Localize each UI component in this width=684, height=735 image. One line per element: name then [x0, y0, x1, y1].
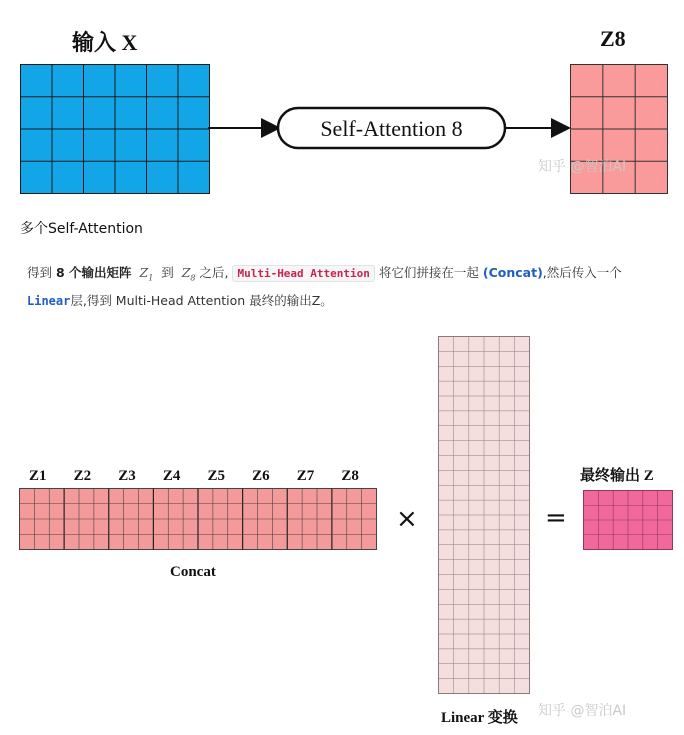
description-paragraph — [27, 262, 667, 312]
linear-keyword: Linear — [27, 293, 71, 308]
z-label: Z8 — [341, 468, 359, 484]
para-then: ,然后传入一个 — [542, 265, 622, 280]
z1-symbol: $Z_1$ — [139, 265, 154, 283]
para-prefix: 得到 — [27, 265, 53, 280]
z-label: Z6 — [252, 468, 270, 484]
equals-symbol: = — [545, 503, 567, 533]
watermark-top: 知乎 @智泊AI — [538, 159, 627, 175]
input-x-label: 输入 X — [72, 30, 138, 55]
linear-label: Linear 变换 — [441, 710, 518, 726]
watermark-bottom: 知乎 @智泊AI — [538, 703, 627, 719]
para-after: 之后, — [199, 265, 229, 280]
z8-label: Z8 — [600, 26, 626, 51]
multiply-symbol: × — [396, 504, 418, 534]
concat-label: Concat — [170, 564, 216, 580]
concat-matrix — [19, 488, 377, 550]
caption-multi-self-attention: 多个Self-Attention — [20, 221, 143, 237]
para-rest: 层,得到 Multi-Head Attention 最终的输出Z。 — [70, 292, 333, 308]
z-label: Z2 — [73, 468, 92, 484]
z-label: Z7 — [296, 468, 315, 484]
para-concat-text: 将它们拼接在一起 — [378, 265, 479, 280]
para-to: 到 — [161, 265, 174, 280]
para-count: 8 个输出矩阵 — [56, 265, 132, 280]
z8-symbol: $Z_8$ — [181, 265, 196, 283]
concat-keyword: (Concat) — [482, 265, 543, 280]
z-label: Z5 — [207, 468, 226, 484]
z-label: Z3 — [118, 468, 136, 484]
linear-matrix — [438, 336, 530, 694]
self-attention-label: Self-Attention 8 — [320, 116, 463, 141]
z-label: Z1 — [29, 468, 47, 484]
z-label: Z4 — [162, 468, 181, 484]
final-output-matrix — [583, 490, 673, 550]
input-matrix — [20, 64, 210, 194]
mha-code-tag: Multi-Head Attention — [232, 265, 374, 282]
final-output-label: 最终输出 Z — [580, 468, 654, 484]
